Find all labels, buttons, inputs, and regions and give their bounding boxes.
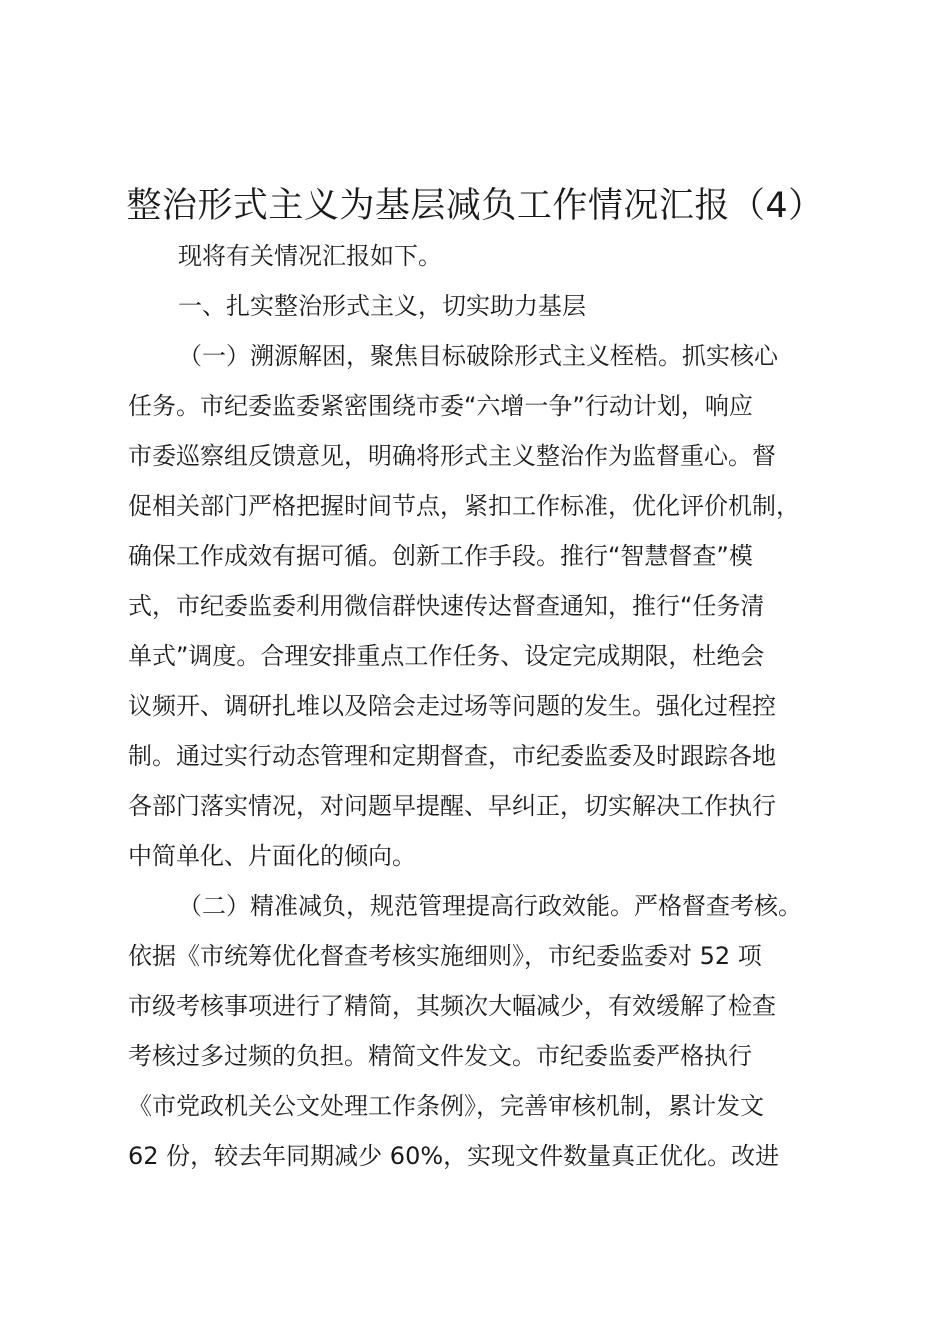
body-line: 中简单化、片面化的倾向。 [128, 842, 416, 870]
body-line: 现将有关情况汇报如下。 [178, 242, 442, 270]
body-line: 任务。市纪委监委紧密围绕市委“六增一争”行动计划，响应 [128, 392, 753, 420]
body-line: 市级考核事项进行了精简，其频次大幅减少，有效缓解了检查 [128, 992, 776, 1020]
body-line: 考核过多过频的负担。精简文件发文。市纪委监委严格执行 [128, 1042, 752, 1070]
body-line: 市委巡察组反馈意见，明确将形式主义整治作为监督重心。督 [128, 442, 776, 470]
body-line: 促相关部门严格把握时间节点，紧扣工作标准，优化评价机制， [128, 492, 800, 520]
body-line: （一）溯源解困，聚焦目标破除形式主义桎梏。抓实核心 [178, 342, 778, 370]
body-line: 各部门落实情况，对问题早提醒、早纠正，切实解决工作执行 [128, 792, 776, 820]
body-line: 《市党政机关公文处理工作条例》，完善审核机制，累计发文 [128, 1092, 764, 1120]
body-line: 确保工作成效有据可循。创新工作手段。推行“智慧督查”模 [128, 542, 753, 570]
body-line: 单式”调度。合理安排重点工作任务、设定完成期限，杜绝会 [128, 642, 765, 670]
body-line: 议频开、调研扎堆以及陪会走过场等问题的发生。强化过程控 [128, 692, 776, 720]
body-line: 制。通过实行动态管理和定期督查，市纪委监委及时跟踪各地 [128, 742, 776, 770]
document-title: 整治形式主义为基层减负工作情况汇报（4） [126, 186, 824, 226]
body-line: 式，市纪委监委利用微信群快速传达督查通知，推行“任务清 [128, 592, 765, 620]
body-line: 62 份，较去年同期减少 60%，实现文件数量真正优化。改进 [128, 1142, 780, 1170]
body-line: （二）精准减负，规范管理提高行政效能。严格督查考核。 [178, 892, 802, 920]
body-line: 依据《市统筹优化督查考核实施细则》，市纪委监委对 52 项 [128, 942, 762, 970]
section-heading: 一、扎实整治形式主义，切实助力基层 [178, 292, 586, 320]
